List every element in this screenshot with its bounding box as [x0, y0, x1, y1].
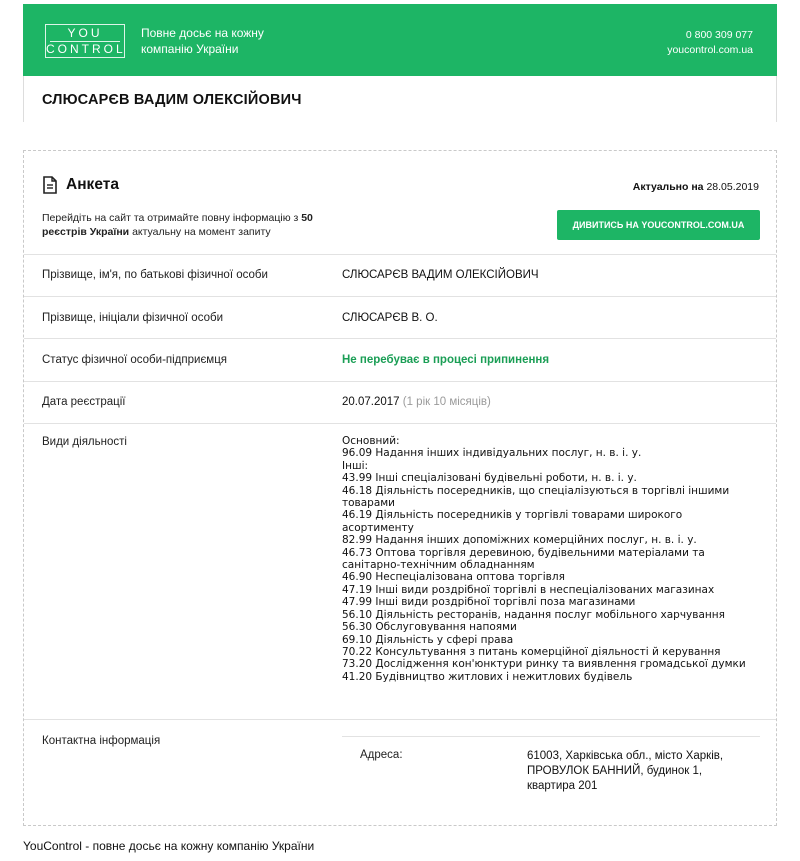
activity-item: 46.18 Діяльність посередників, що спеціалізуються в торгівлі іншими: [342, 484, 730, 497]
activity-item: 47.99 Інші види роздрібної торгівлі поза магазинами: [342, 596, 636, 609]
activity-item: санітарно-технічним обладнанням: [342, 559, 535, 572]
activity-item: 56.30 Обслуговування напоями: [342, 621, 517, 634]
initials-value: СЛЮСАРЄВ В. О.: [342, 312, 438, 324]
profile-card: [23, 150, 777, 826]
activity-item: 96.09 Надання інших індивідуальних послуг, н. в. і. у.: [342, 447, 642, 460]
person-full-name: СЛЮСАРЄВ ВАДИМ ОЛЕКСІЙОВИЧ: [42, 92, 302, 108]
initials-label: Прізвище, ініціали фізичної особи: [42, 312, 223, 324]
header-banner: [23, 4, 777, 76]
row-full-name: [24, 255, 776, 297]
card-header: [24, 151, 776, 255]
full-name-label: Прізвище, ім'я, по батькові фізичної особи: [42, 269, 268, 281]
full-name-value: СЛЮСАРЄВ ВАДИМ ОЛЕКСІЙОВИЧ: [342, 269, 539, 281]
registration-date-value: [342, 396, 491, 408]
activity-item: 69.10 Діяльність у сфері права: [342, 633, 514, 646]
activity-item: 47.19 Інші види роздрібної торгівлі в неспеціалізованих магазинах: [342, 583, 715, 596]
address-line: ПРОВУЛОК БАННИЙ, будинок 1,: [527, 765, 703, 777]
actual-date: 28.05.2019: [706, 181, 759, 193]
activities-list: [342, 435, 762, 683]
promo-bold: 50 реєстрів України: [42, 212, 313, 238]
promo-part-1: Перейдіть на сайт та отримайте повну інформацію з: [42, 212, 299, 224]
promo-text: [42, 211, 342, 239]
activity-item: 73.20 Дослідження кон'юнктури ринку та виявлення громадської думки: [342, 658, 746, 671]
contacts-label: Контактна інформація: [42, 735, 161, 747]
promo-part-2: актуальну на момент запиту: [132, 226, 271, 238]
footer-text: YouControl - повне досьє на кожну компанію України: [23, 839, 315, 853]
youcontrol-logo[interactable]: [45, 24, 125, 58]
activity-item: 43.99 Інші спеціалізовані будівельні роботи, н. в. і. у.: [342, 472, 637, 485]
actual-label: Актуально на: [632, 181, 704, 193]
activity-item: товарами: [342, 497, 396, 510]
logo-line-2: CONTROL: [46, 42, 126, 56]
address-value: [527, 749, 767, 794]
actuality-date: [633, 181, 759, 193]
address-label: Адреса:: [360, 749, 403, 761]
phone-number[interactable]: 0 800 309 077: [685, 29, 753, 41]
activity-item: Основний:: [342, 435, 400, 447]
row-registration-date: [24, 382, 776, 424]
row-status: [24, 339, 776, 382]
activities-label: Види діяльності: [42, 436, 127, 448]
registration-date-label: Дата реєстрації: [42, 396, 126, 408]
activity-item: 41.20 Будівництво житлових і нежитлових будівель: [342, 670, 633, 683]
card-title: Анкета: [66, 176, 119, 193]
activity-item: 70.22 Консультування з питань комерційної діяльності й керування: [342, 645, 721, 658]
activity-item: 46.19 Діяльність посередників у торгівлі товарами широкого: [342, 509, 683, 522]
row-activities: [24, 424, 776, 720]
status-label: Статус фізичної особи-підприємця: [42, 354, 228, 366]
website-link[interactable]: youcontrol.com.ua: [667, 44, 753, 56]
header-tagline: Повне досьє на кожну компанію України: [141, 26, 264, 56]
activity-item: 46.90 Неспеціалізована оптова торгівля: [342, 571, 565, 584]
row-initials: [24, 297, 776, 339]
header-contacts: [667, 28, 753, 58]
registration-date: 20.07.2017: [342, 396, 400, 408]
contacts-divider: [342, 736, 760, 737]
row-contacts: [24, 720, 776, 825]
document-icon: [42, 176, 58, 194]
status-value: Не перебуває в процесі припинення: [342, 354, 550, 366]
address-line: квартира 201: [527, 780, 598, 792]
activity-item: 56.10 Діяльність ресторанів, надання послуг мобільного харчування: [342, 608, 725, 621]
activity-item: 82.99 Надання інших допоміжних комерційних послуг, н. в. і. у.: [342, 534, 697, 547]
activity-item: асортименту: [342, 521, 414, 534]
activity-item: 46.73 Оптова торгівля деревиною, будівельними матеріалами та: [342, 546, 705, 559]
activity-item: Інші:: [342, 459, 369, 472]
person-header: [23, 76, 777, 122]
logo-line-1: YOU: [50, 26, 120, 42]
view-on-youcontrol-button[interactable]: ДИВИТИСЬ НА YOUCONTROL.COM.UA: [557, 210, 760, 240]
address-line: 61003, Харківська обл., місто Харків,: [527, 750, 724, 762]
registration-duration: (1 рік 10 місяців): [402, 396, 491, 408]
